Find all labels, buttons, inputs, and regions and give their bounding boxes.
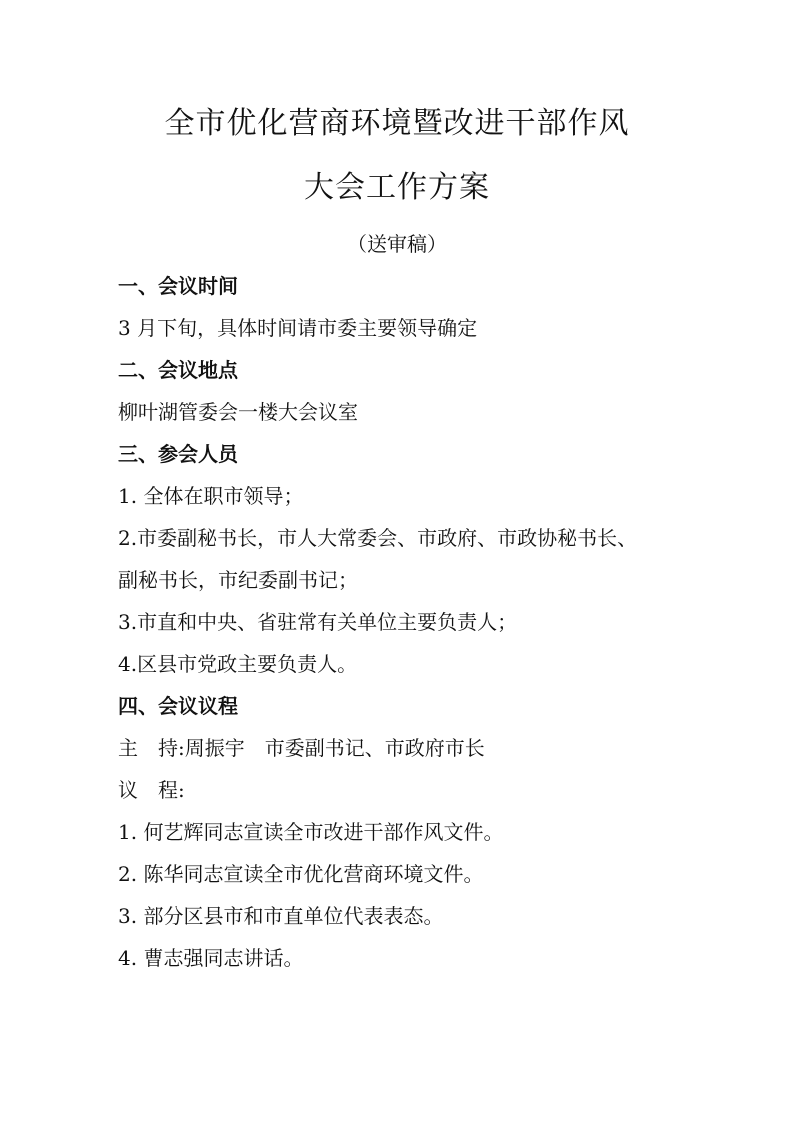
- agenda-item-3: 3. 部分区县市和市直单位代表表态。: [118, 904, 444, 928]
- agenda-label: 议 程:: [118, 778, 185, 802]
- agenda-item-4: 4. 曹志强同志讲话。: [118, 946, 304, 970]
- attendee-item-3: 3.市直和中央、省驻常有关单位主要负责人；: [118, 610, 518, 634]
- section-content-location: 柳叶湖管委会一楼大会议室: [118, 400, 358, 424]
- section-heading-agenda: 四、会议议程: [118, 694, 238, 718]
- agenda-host: 主 持:周振宇 市委副书记、市政府市长: [118, 736, 485, 760]
- attendee-item-2-line1: 2.市委副秘书长，市人大常委会、市政府、市政协秘书长、: [118, 526, 638, 550]
- attendee-item-1: 1. 全体在职市领导；: [118, 484, 304, 508]
- document-subtitle: （送审稿）: [347, 232, 447, 256]
- agenda-item-2: 2. 陈华同志宣读全市优化营商环境文件。: [118, 862, 484, 886]
- attendee-item-4: 4.区县市党政主要负责人。: [118, 652, 358, 676]
- section-heading-time: 一、会议时间: [118, 274, 238, 298]
- attendee-item-2-line2: 副秘书长，市纪委副书记；: [118, 568, 358, 592]
- agenda-item-1: 1. 何艺辉同志宣读全市改进干部作风文件。: [118, 820, 504, 844]
- section-heading-location: 二、会议地点: [118, 358, 238, 382]
- section-heading-attendees: 三、参会人员: [118, 442, 238, 466]
- document-title-line1: 全市优化营商环境暨改进干部作风: [164, 106, 630, 141]
- section-content-time: 3 月下旬，具体时间请市委主要领导确定: [118, 316, 478, 340]
- document-title-line2: 大会工作方案: [304, 170, 490, 205]
